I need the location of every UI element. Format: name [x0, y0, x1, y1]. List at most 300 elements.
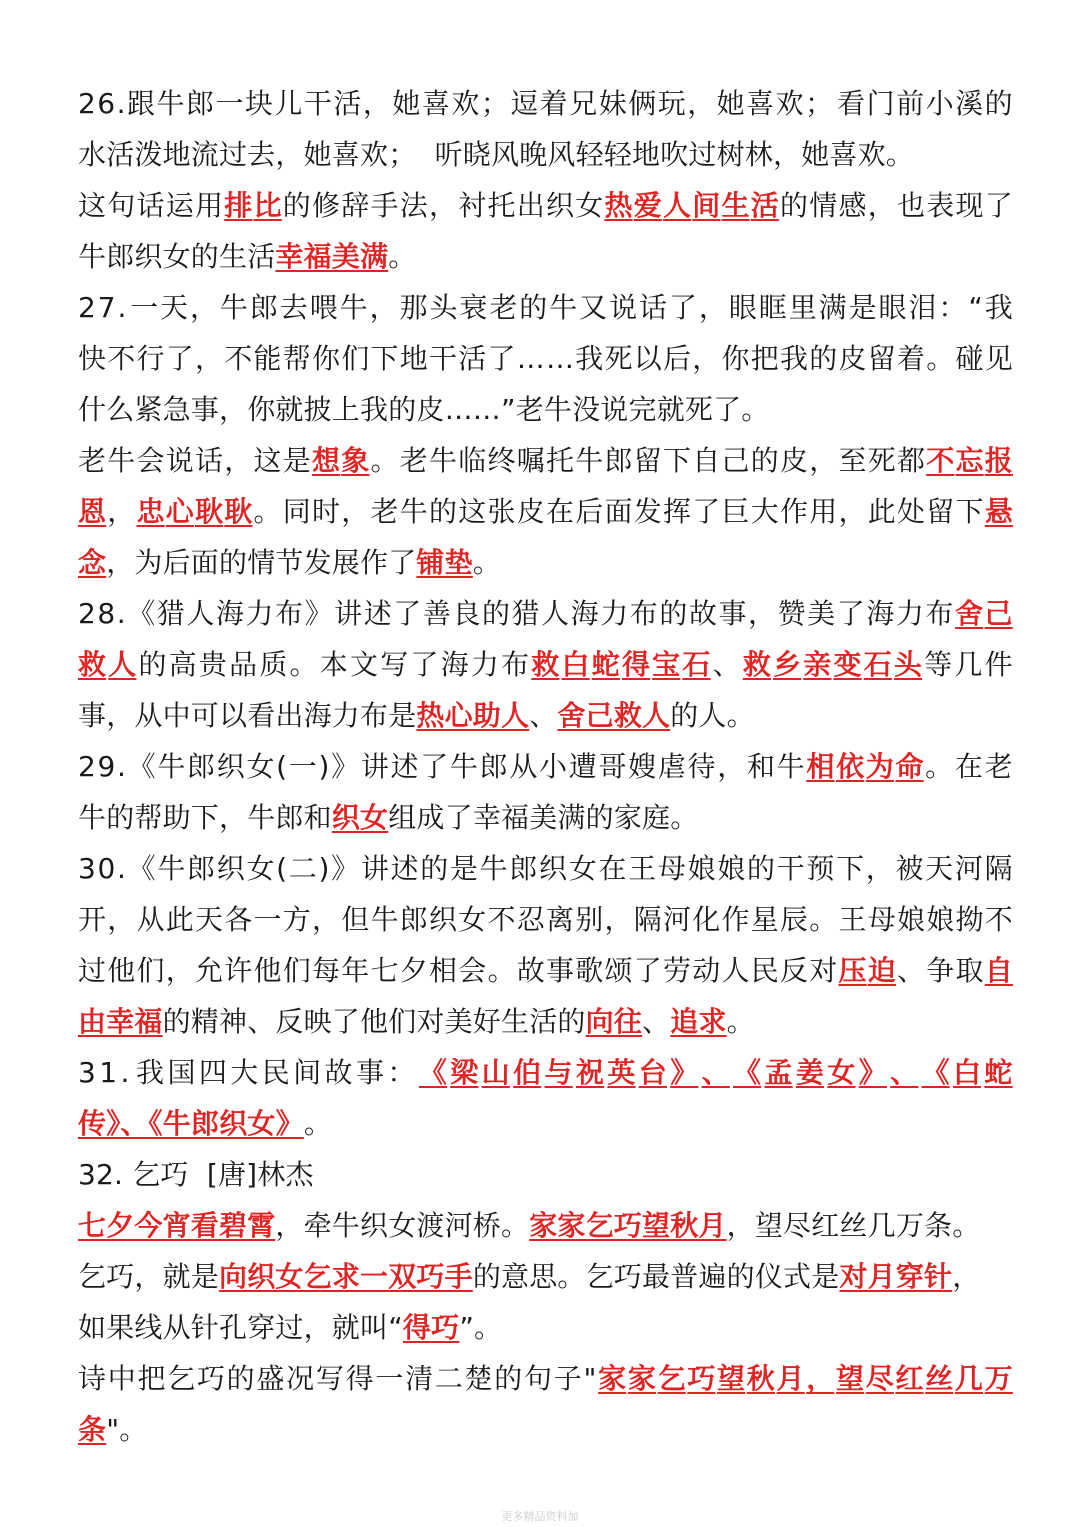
text-char: 同	[282, 495, 311, 528]
text-char: 不	[107, 342, 136, 375]
text-char: 河	[954, 852, 984, 885]
text-char: 都	[897, 444, 926, 477]
answer-char: 救	[531, 648, 560, 681]
text-char: 织	[216, 750, 245, 783]
text-char: 挥	[663, 495, 692, 528]
text-char: 郎	[187, 750, 216, 783]
text-char: 一	[288, 750, 317, 783]
text-char: 6	[97, 87, 116, 120]
text-segment: 。	[303, 1107, 333, 1140]
answer-highlight: 舍己救人	[557, 699, 671, 732]
question-item-29	[78, 741, 1013, 843]
text-char: 是	[848, 291, 877, 324]
text-char: 但	[341, 903, 370, 936]
text-char: 下	[370, 342, 399, 375]
text-char: 事	[718, 597, 747, 630]
text-char: 发	[633, 495, 662, 528]
text-char: ，	[189, 291, 219, 324]
text-char: 前	[896, 87, 925, 120]
text-line	[78, 486, 1013, 537]
text-char: 妹	[598, 87, 627, 120]
text-char: 力	[245, 597, 274, 630]
text-char: 感	[838, 189, 867, 222]
text-char: 海	[866, 597, 895, 630]
text-char: 》	[331, 852, 360, 885]
text-char: 2	[78, 597, 97, 630]
text-char: 不	[984, 903, 1013, 936]
answer-char: 宝	[652, 648, 681, 681]
text-char: 己	[721, 444, 750, 477]
text-char: 0	[97, 852, 116, 885]
text-char: 着	[539, 87, 568, 120]
text-char: 布	[501, 648, 530, 681]
text-char: 牛	[479, 852, 508, 885]
text-char: 见	[984, 342, 1013, 375]
answer-char: 恩	[78, 495, 107, 528]
text-char: 溪	[955, 87, 984, 120]
text-char: 几	[954, 648, 983, 681]
text-char: 话	[639, 291, 668, 324]
question-item-28	[78, 588, 1013, 741]
text-char: 海	[440, 648, 469, 681]
text-segment: 乞巧，就是	[78, 1260, 220, 1293]
text-char: 眶	[758, 291, 787, 324]
text-char: 的	[226, 1362, 255, 1395]
answer-char: 台	[638, 1056, 667, 1089]
text-line	[78, 741, 1013, 792]
text-char: 用	[809, 495, 838, 528]
question-item-30	[78, 843, 1013, 1047]
text-char: 了	[165, 342, 194, 375]
text-char: 了	[393, 597, 422, 630]
text-char: 里	[788, 291, 817, 324]
text-char: 小	[539, 750, 568, 783]
text-segment: 水活泼地流过去，她喜欢； 听晓风晚风轻轻地吹过树林，她喜欢。	[78, 138, 915, 171]
text-char: 夕	[399, 954, 428, 987]
answer-char: 》	[670, 1056, 699, 1089]
text-char: 作	[780, 495, 809, 528]
text-char: 大	[230, 1056, 259, 1089]
text-char: 织	[216, 852, 245, 885]
text-char: 述	[390, 750, 419, 783]
text-line	[78, 537, 1013, 588]
text-char: 隔	[984, 852, 1013, 885]
text-char: 忍	[516, 903, 545, 936]
text-line	[78, 78, 1013, 129]
text-char: 此	[165, 903, 194, 936]
answer-char: 依	[836, 750, 865, 783]
text-segment: 的意思。乞巧最普遍的仪式是	[472, 1260, 840, 1293]
text-char: 猎	[511, 597, 540, 630]
text-char: 清	[405, 1362, 434, 1395]
text-char: 事	[355, 1056, 385, 1089]
text-char: 相	[429, 954, 458, 987]
answer-char: 姜	[795, 1056, 825, 1089]
answer-char: 亲	[803, 648, 832, 681]
text-char: 。	[925, 750, 954, 783]
question-item-27	[78, 282, 1013, 588]
answer-char: 蛇	[984, 1056, 1013, 1089]
text-char: 7	[97, 291, 116, 324]
text-char: 女	[246, 852, 275, 885]
text-char: (	[276, 750, 288, 783]
text-char: ，	[107, 903, 136, 936]
text-char: 们	[136, 954, 165, 987]
answer-char: 爱	[633, 189, 662, 222]
text-char: 从	[509, 750, 538, 783]
text-char: 欢	[775, 87, 804, 120]
answer-char: 秋	[746, 1362, 775, 1395]
text-char: ，	[224, 444, 253, 477]
text-char: )	[318, 750, 330, 783]
text-char: 允	[195, 954, 224, 987]
text-char: 别	[575, 903, 604, 936]
text-char: 干	[303, 87, 333, 120]
answer-char: 耿	[224, 495, 253, 528]
text-char: 死	[604, 342, 633, 375]
text-char: 力	[470, 648, 500, 681]
answer-char: 山	[481, 1056, 510, 1089]
answer-char: 间	[692, 189, 721, 222]
text-char: 哥	[598, 750, 627, 783]
text-char: 嫂	[628, 750, 657, 783]
text-char: 地	[399, 342, 428, 375]
text-char: 讲	[334, 597, 363, 630]
text-char: 》	[304, 597, 333, 630]
text-char: 说	[609, 291, 638, 324]
text-char: ；	[805, 87, 834, 120]
text-char: 民	[261, 1056, 290, 1089]
answer-char: 人	[108, 648, 137, 681]
text-char: 又	[579, 291, 608, 324]
text-char: 每	[312, 954, 341, 987]
text-char: 天	[925, 852, 954, 885]
text-char: 一	[375, 1362, 404, 1395]
text-char: 四	[198, 1056, 228, 1089]
text-char: .	[117, 750, 127, 783]
text-char: 托	[546, 444, 575, 477]
text-char: 会	[458, 954, 487, 987]
text-char: 欢	[451, 87, 480, 120]
text-char: 我	[780, 342, 809, 375]
text-char: 猎	[156, 597, 185, 630]
text-char: 事	[546, 954, 575, 987]
text-char: 2	[78, 750, 97, 783]
text-char: 劳	[663, 954, 692, 987]
question-item-26	[78, 78, 1013, 282]
text-char: 这	[458, 495, 487, 528]
text-char: 了	[420, 750, 449, 783]
text-char: 了	[984, 189, 1013, 222]
text-char: 《	[127, 750, 156, 783]
answer-highlight: 传》、《牛郎织女》	[78, 1107, 304, 1140]
text-line	[78, 1353, 1013, 1404]
text-line	[78, 435, 1013, 486]
text-char: 会	[136, 444, 165, 477]
text-line	[78, 231, 1013, 282]
text-char: 看	[837, 87, 866, 120]
answer-char: 蛇	[591, 648, 620, 681]
text-char: ，	[165, 954, 194, 987]
text-char: 故	[516, 954, 545, 987]
answer-char: 自	[984, 954, 1013, 987]
answer-char: 、	[701, 1056, 730, 1089]
text-char: 跟	[126, 87, 156, 120]
text-char: 各	[224, 903, 253, 936]
answer-char: 为	[865, 750, 894, 783]
text-char: 把	[750, 342, 779, 375]
text-char: 的	[746, 852, 776, 885]
text-char: 留	[867, 342, 896, 375]
question-item-31	[78, 1047, 1013, 1149]
text-char: 间	[293, 1056, 322, 1089]
text-char: 的	[659, 597, 688, 630]
text-char: 辞	[341, 189, 370, 222]
answer-char: 梁	[450, 1056, 479, 1089]
text-char: ，	[809, 444, 838, 477]
text-char: 块	[244, 87, 274, 120]
text-char: 了	[410, 648, 439, 681]
text-char: 取	[955, 954, 984, 987]
text-char: 牛	[429, 444, 458, 477]
text-char: 修	[312, 189, 341, 222]
text-char: 把	[137, 1362, 166, 1395]
text-char: 件	[984, 648, 1013, 681]
text-char: 动	[692, 954, 721, 987]
text-line	[78, 1251, 1013, 1302]
text-char: 布	[275, 597, 304, 630]
text-char: 织	[546, 189, 575, 222]
text-char: 法	[399, 189, 428, 222]
text-char: ，	[867, 189, 896, 222]
text-char: 泪	[908, 291, 937, 324]
text-char: 牛	[449, 750, 479, 783]
text-char: 过	[78, 954, 107, 987]
text-char: 我	[136, 1056, 165, 1089]
answer-char: 舍	[954, 597, 984, 630]
text-char: 许	[224, 954, 253, 987]
text-char: 的	[984, 87, 1013, 120]
text-char: ：	[938, 291, 967, 324]
text-char: 运	[165, 189, 194, 222]
text-char: 后	[663, 342, 692, 375]
text-char: 话	[195, 444, 224, 477]
text-char: 国	[167, 1056, 196, 1089]
text-char: 快	[78, 342, 107, 375]
text-char: 年	[341, 954, 370, 987]
text-line	[78, 996, 1013, 1047]
answer-char: 得	[621, 648, 651, 681]
text-char: 干	[429, 342, 458, 375]
text-char: 反	[780, 954, 809, 987]
text-char: 巨	[721, 495, 750, 528]
text-char: 死	[867, 444, 896, 477]
answer-char: 与	[544, 1056, 573, 1089]
text-char: 天	[195, 903, 224, 936]
text-char: 们	[341, 342, 370, 375]
answer-char: 己	[984, 597, 1013, 630]
text-char: 行	[136, 342, 165, 375]
answer-char: 白	[561, 648, 590, 681]
text-char: 对	[809, 954, 838, 987]
text-char: 高	[168, 648, 197, 681]
text-char: 讲	[360, 750, 390, 783]
text-char: 离	[546, 903, 575, 936]
text-char: 牛	[370, 903, 399, 936]
text-char: 临	[458, 444, 487, 477]
text-char: 。	[370, 444, 399, 477]
answer-highlight: 向往	[585, 1005, 643, 1038]
answer-char: 想	[312, 444, 341, 477]
text-char: 话	[136, 189, 165, 222]
text-char: 辰	[780, 903, 809, 936]
text-char: .	[120, 1056, 130, 1089]
text-char: 良	[452, 597, 481, 630]
text-char: 。	[487, 954, 516, 987]
text-char: 作	[721, 903, 750, 936]
text-char: (	[276, 852, 288, 885]
text-segment: 什么紧急事，你就披上我的皮……”老牛没说完就死了。	[78, 393, 770, 426]
text-char: 盛	[256, 1362, 285, 1395]
text-char: 的	[420, 852, 449, 885]
text-segment: 、	[529, 699, 558, 732]
answer-char: 比	[253, 189, 282, 222]
text-char: 力	[600, 597, 629, 630]
text-char: 巧	[196, 1362, 226, 1395]
text-char: ，	[865, 852, 894, 885]
text-line	[78, 945, 1013, 996]
answer-highlight: 七夕今宵看碧霄	[78, 1209, 276, 1242]
text-segment: 的精神、反映了他们对美好生活的	[162, 1005, 586, 1038]
answer-highlight: 对月穿针	[839, 1260, 953, 1293]
text-char: 述	[363, 597, 392, 630]
text-char: ；	[480, 87, 509, 120]
answer-highlight: 铺垫	[416, 546, 473, 579]
text-char: 牛	[399, 495, 428, 528]
footer-watermark: 更多精品资料加	[501, 1510, 579, 1523]
text-char: 小	[925, 87, 954, 120]
answer-char: 迫	[867, 954, 896, 987]
answer-char: 相	[806, 750, 835, 783]
text-char: 儿	[274, 87, 303, 120]
text-char: 等	[924, 648, 953, 681]
text-char: 郎	[187, 852, 216, 885]
answer-char: 、	[890, 1056, 919, 1089]
text-char: ，	[698, 291, 728, 324]
text-char: ，	[312, 903, 341, 936]
text-char: 讲	[360, 852, 390, 885]
text-char: 现	[955, 189, 984, 222]
text-char: 布	[925, 597, 954, 630]
text-char: 了	[487, 342, 516, 375]
text-char: 、	[897, 954, 926, 987]
text-char: 表	[926, 189, 955, 222]
text-char: 牛	[339, 291, 368, 324]
text-char: 手	[370, 189, 399, 222]
text-char: 郎	[509, 852, 538, 885]
text-char: 皮	[780, 444, 809, 477]
text-char: 头	[429, 291, 458, 324]
text-char: 喜	[421, 87, 451, 120]
text-char: 是	[449, 852, 479, 885]
text-char: 预	[806, 852, 835, 885]
text-char: 遭	[568, 750, 597, 783]
text-char: 人	[721, 954, 750, 987]
text-char: ，	[692, 342, 721, 375]
text-segment: 如果线从针孔穿过，就叫“	[78, 1311, 403, 1344]
text-char: 楚	[464, 1362, 493, 1395]
text-char: 8	[97, 597, 116, 630]
answer-highlight: 向织女乞求一双巧手	[219, 1260, 473, 1293]
answer-char: 变	[833, 648, 862, 681]
text-char: 俩	[628, 87, 657, 120]
answer-char: 《	[921, 1056, 950, 1089]
text-char: 的	[519, 291, 548, 324]
answer-char: 丝	[925, 1362, 954, 1395]
text-char: 自	[692, 444, 721, 477]
text-char: ，	[107, 495, 136, 528]
text-char: 他	[253, 954, 282, 987]
text-char: 本	[319, 648, 348, 681]
text-char: 二	[434, 1362, 464, 1395]
text-char: 一	[253, 903, 282, 936]
answer-highlight: 得巧	[402, 1311, 460, 1344]
text-char: .	[116, 597, 126, 630]
answer-highlight: 由幸福	[78, 1005, 163, 1038]
text-char: 了	[668, 291, 698, 324]
text-line	[78, 894, 1013, 945]
answer-char: 红	[895, 1362, 924, 1395]
text-char: 。	[926, 342, 955, 375]
text-char: ，	[369, 291, 398, 324]
text-char: 的	[494, 1362, 523, 1395]
text-segment: 牛的帮助下，牛郎和	[78, 801, 332, 834]
text-char: 的	[481, 597, 511, 630]
text-char: 面	[604, 495, 633, 528]
text-char: 眼	[728, 291, 758, 324]
text-char: 《	[127, 852, 156, 885]
answer-char: 排	[224, 189, 253, 222]
text-char: 海	[570, 597, 599, 630]
text-char: 下	[663, 444, 692, 477]
text-char: 。	[289, 648, 318, 681]
text-char: 活	[458, 342, 487, 375]
answer-char: 救	[78, 648, 107, 681]
answer-char: 伯	[513, 1056, 542, 1089]
text-char: 的	[429, 495, 458, 528]
text-char: 们	[282, 954, 311, 987]
text-char: 终	[487, 444, 516, 477]
text-char: 人	[541, 597, 570, 630]
answer-char: 月	[776, 1362, 805, 1395]
text-char: 民	[750, 954, 779, 987]
text-char: 女	[568, 852, 597, 885]
text-char: 牛	[107, 444, 136, 477]
text-char: 在	[546, 495, 575, 528]
answer-highlight: 热心助人	[416, 699, 530, 732]
text-char: 被	[895, 852, 924, 885]
answer-char: 象	[341, 444, 370, 477]
text-line	[78, 282, 1013, 333]
text-char: 此	[867, 495, 896, 528]
text-char: 张	[487, 495, 516, 528]
text-line	[78, 1047, 1013, 1098]
text-char: 女	[575, 189, 604, 222]
text-char: 留	[926, 495, 955, 528]
answer-char: 活	[750, 189, 779, 222]
answer-char: 望	[835, 1362, 865, 1395]
text-line	[78, 843, 1013, 894]
